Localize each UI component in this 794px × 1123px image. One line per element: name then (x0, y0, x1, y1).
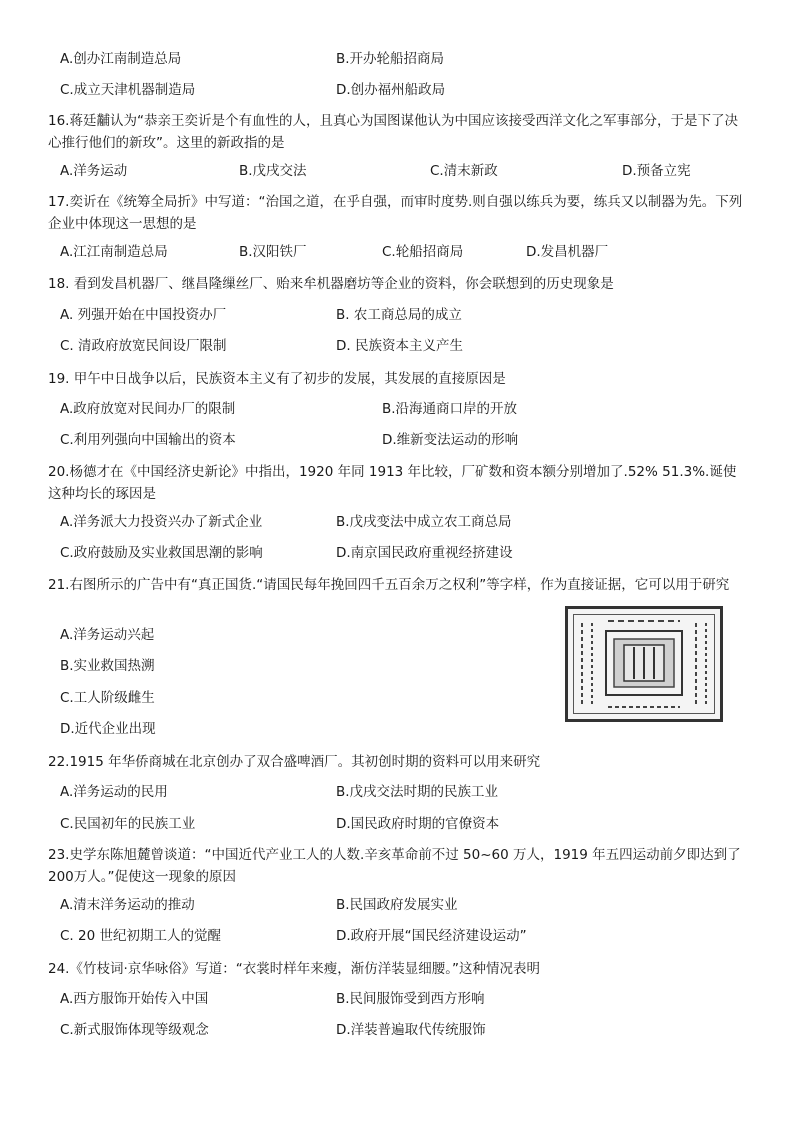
q16-stem: 16.蒋廷黼认为“恭亲王奕䜣是个有血性的人，且真心为国图谋他认为中国应该接受西洋文化之军事部分，于是下了决心推行他们的新玫”。这里的新政指的是 (48, 113, 738, 151)
q24-stem: 24.《竹枝词·京华咏俗》写道：“衣裳时样年来瘦，渐仿洋装显细腰。”这种情况表明 (48, 961, 540, 977)
q23-option-a: A.清末洋务运动的推动 (60, 897, 195, 913)
q16-option-b: B.戊戌交法 (239, 163, 307, 179)
q21-stem: 21.右图所示的广告中有“真正国货.“请国民每年挽回四千五百余万之权利”等字样，作为直接证据，它可以用于研究 (48, 577, 730, 593)
q21-option-c: C.工人阶级雌生 (60, 690, 155, 706)
q20-stem: 20.杨德才在《中国经济史新论》中指出，1920 年同 1913 年比较，厂矿数和资本额分别增加了.52% 51.3%.诞使这种均长的琢因是 (48, 464, 737, 502)
q18-option-d: D. 民族资本主义产生 (336, 338, 463, 354)
q15-option-d: D.创办福州船政局 (336, 82, 446, 98)
q18-option-b: B. 农工商总局的成立 (336, 307, 462, 323)
q22-stem: 22.1915 年华侨商城在北京创办了双合盛啤酒厂。其初创时期的资料可以用来研究 (48, 754, 541, 770)
advertisement-image (565, 606, 723, 722)
q19-stem: 19. 甲午中日战争以后，民族资本主义有了初步的发展，其发展的直接原因是 (48, 371, 506, 387)
q15-option-c: C.成立天津机器制造局 (60, 82, 196, 98)
q23-option-c: C. 20 世纪初期工人的觉醒 (60, 928, 221, 944)
q23-stem: 23.史学东陈旭麓曾谈道：“中国近代产业工人的人数.辛亥革命前不过 50~60 万人，1919 年五四运动前夕即达到了 200万人。”促使这一现象的原因 (48, 847, 741, 885)
q22-option-c: C.民国初年的民族工业 (60, 816, 196, 832)
q17-option-c: C.轮船招商局 (382, 244, 464, 260)
q18-option-c: C. 清政府放宽民间设厂限制 (60, 338, 227, 354)
q21-option-a: A.洋务运动兴起 (60, 627, 155, 643)
q16-option-a: A.洋务运动 (60, 163, 128, 179)
q18-option-a: A. 列强开始在中国投资办厂 (60, 307, 227, 323)
q17-option-b: B.汉阳铁厂 (239, 244, 307, 260)
q19-option-b: B.沿海通商口岸的开放 (382, 401, 518, 417)
q22-option-a: A.洋务运动的民用 (60, 784, 168, 800)
q19-option-d: D.维新变法运动的形响 (382, 432, 519, 448)
q17-stem: 17.奕䜣在《统筹全局折》中写道：“治国之道，在乎自强，而审时度势.则自强以练兵为要，练兵又以制器为先。下列企业中体现这一思想的是 (48, 194, 743, 232)
q22-option-b: B.戊戌交法时期的民族工业 (336, 784, 499, 800)
q24-option-d: D.洋装普遍取代传统服饰 (336, 1022, 486, 1038)
q16-option-d: D.预备立宪 (622, 163, 691, 179)
q24-option-a: A.西方服饰开始传入中国 (60, 991, 209, 1007)
q20-option-a: A.洋务派大力投资兴办了新式企业 (60, 514, 263, 530)
q23-option-b: B.民国政府发展实业 (336, 897, 458, 913)
q15-option-a: A.创办江南制造总局 (60, 51, 182, 67)
q22-option-d: D.国民政府时期的官僚资本 (336, 816, 500, 832)
q20-option-b: B.戊戌变法中成立农工商总局 (336, 514, 512, 530)
q21-option-b: B.实业救国热溯 (60, 658, 155, 674)
q19-option-c: C.利用列强向中国输出的资本 (60, 432, 236, 448)
q24-option-b: B.民间服饰受到西方形响 (336, 991, 485, 1007)
q24-option-c: C.新式服饰体现等级观念 (60, 1022, 209, 1038)
q15-option-b: B.开办轮船招商局 (336, 51, 445, 67)
q20-option-c: C.政府鼓励及实业救国思潮的影响 (60, 545, 263, 561)
q21-option-d: D.近代企业出现 (60, 721, 156, 737)
q17-option-a: A.江江南制造总局 (60, 244, 168, 260)
q17-option-d: D.发昌机器厂 (526, 244, 609, 260)
q16-option-c: C.清末新政 (430, 163, 498, 179)
q20-option-d: D.南京国民政府重视经挤建设 (336, 545, 513, 561)
q19-option-a: A.政府放宽对民间办厂的限制 (60, 401, 236, 417)
q18-stem: 18. 看到发昌机器厂、继昌隆缫丝厂、贻来牟机器磨坊等企业的资料，你会联想到的历史现象是 (48, 276, 614, 292)
q23-option-d: D.政府开展“国民经济建设运动” (336, 928, 527, 944)
